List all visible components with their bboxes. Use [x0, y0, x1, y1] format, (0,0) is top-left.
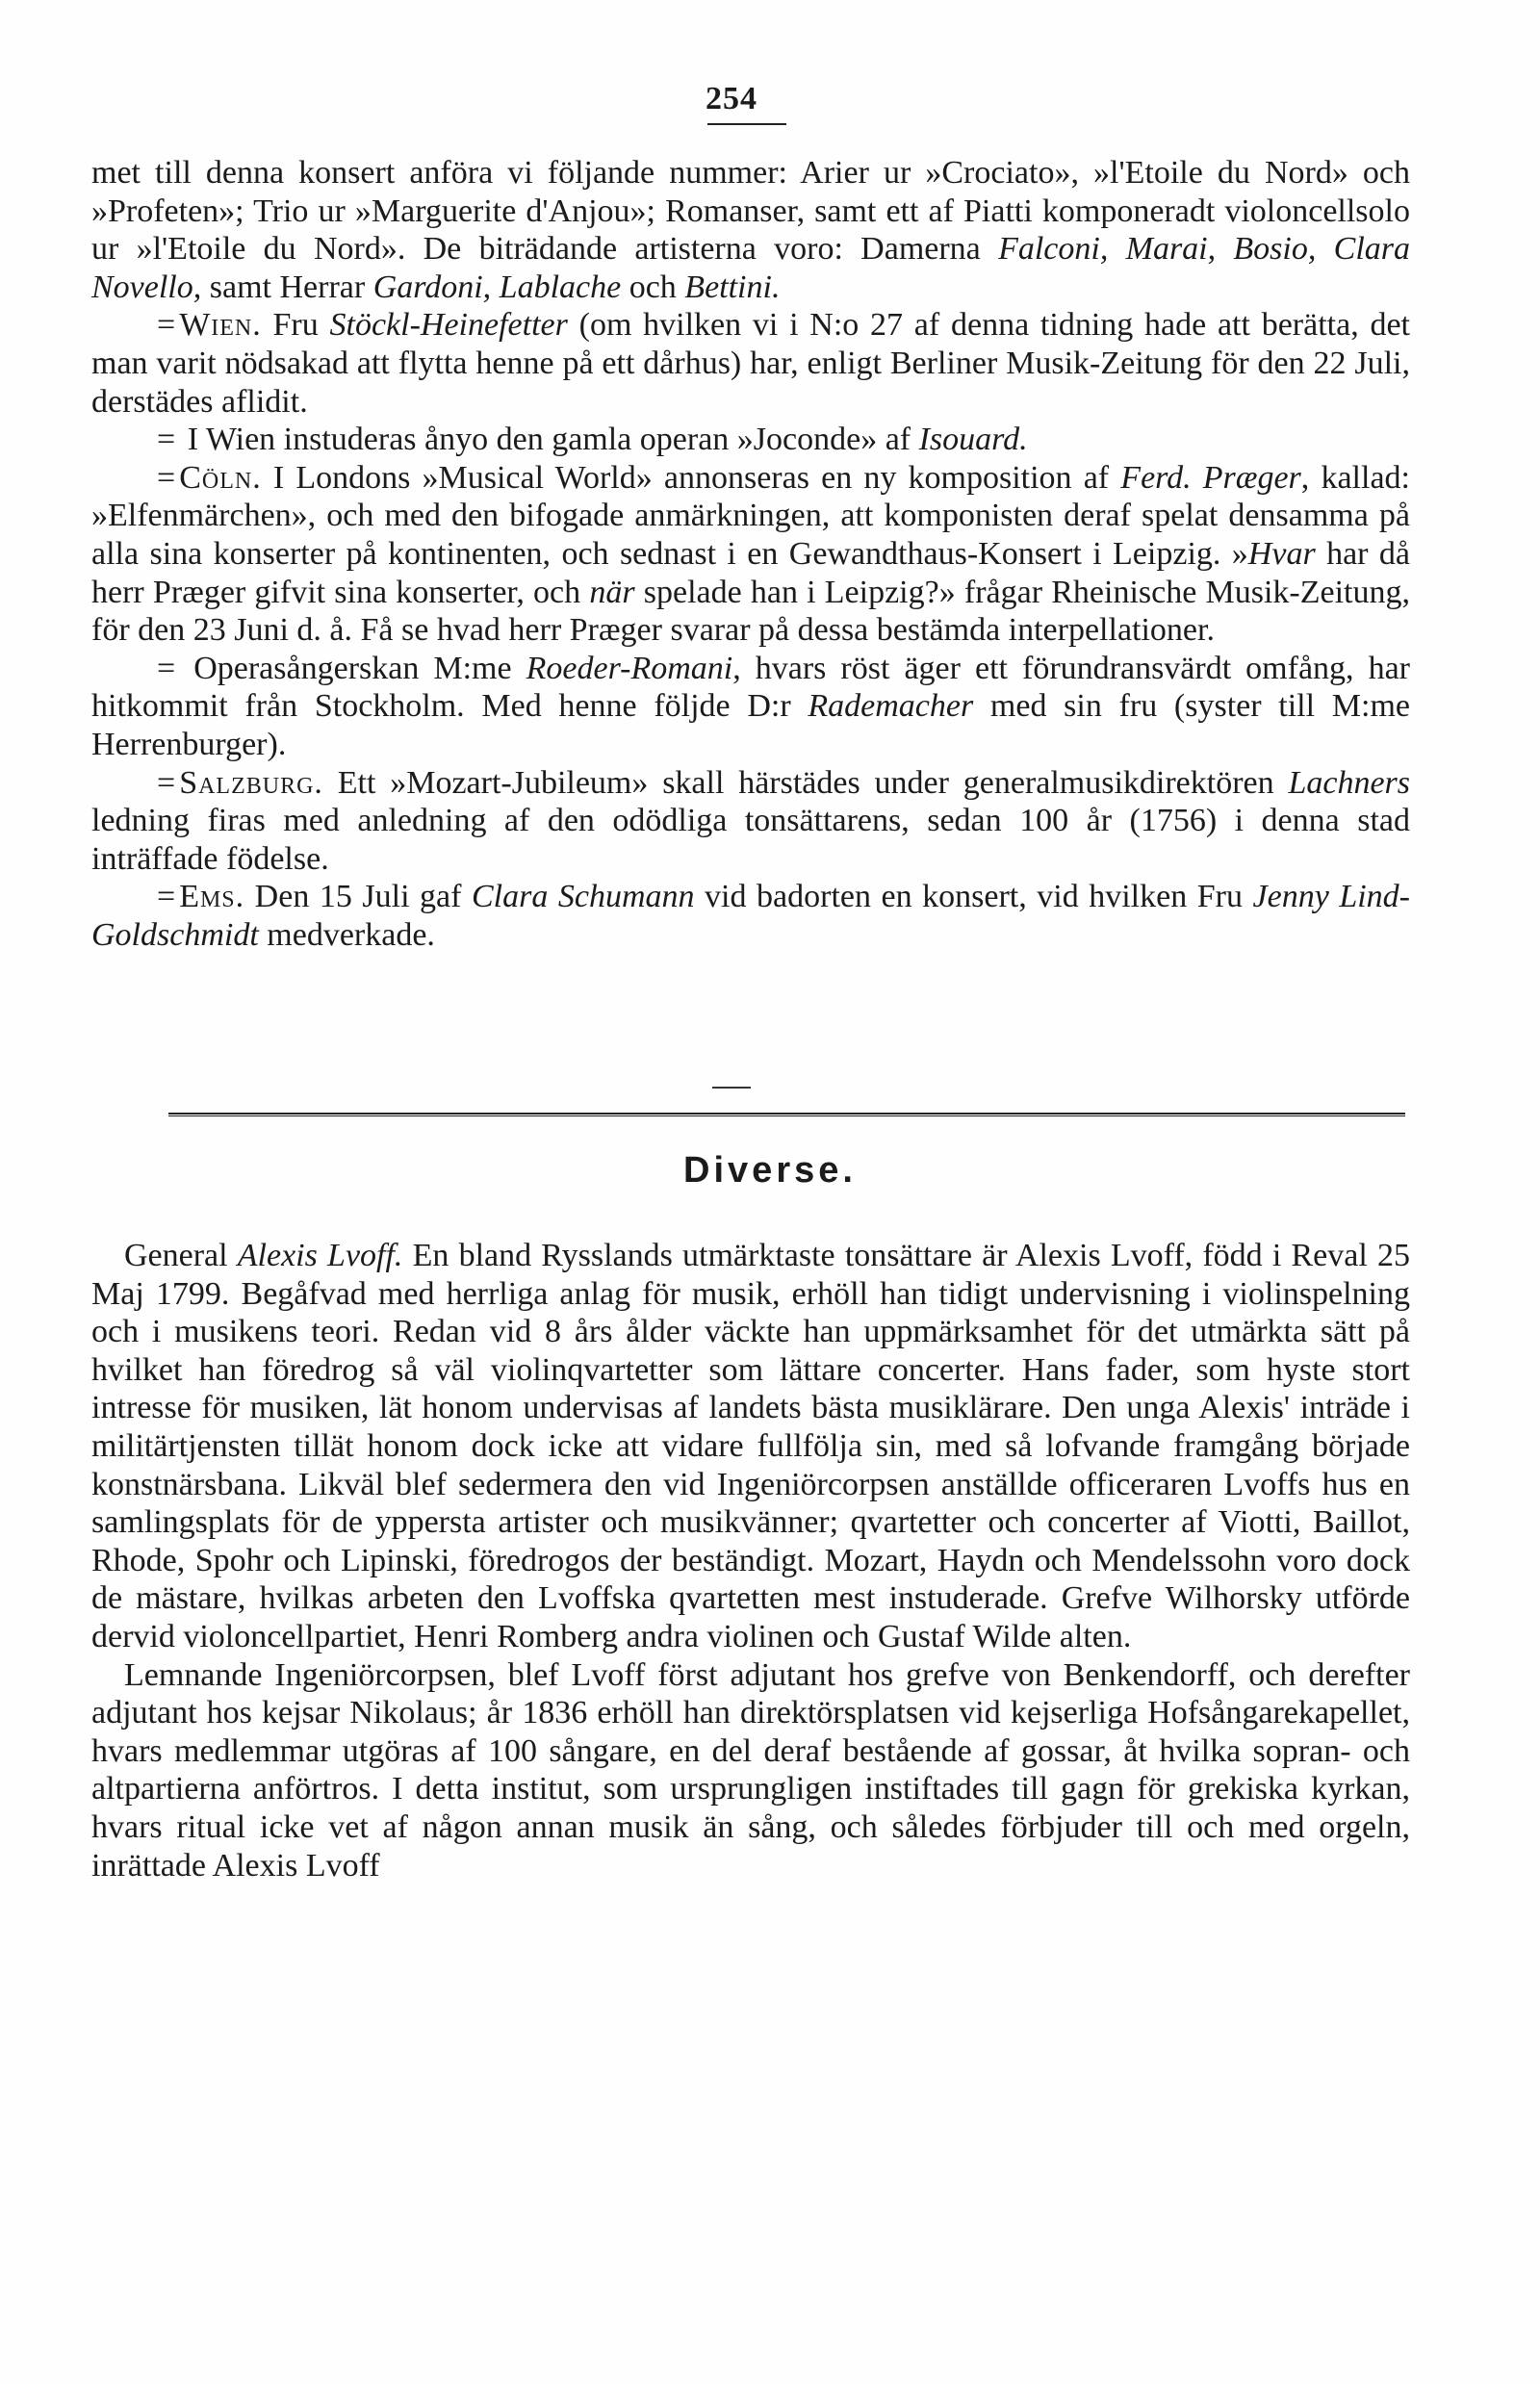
- diverse-paragraph-lvoff-bio: [91, 1237, 1410, 1656]
- italic-name: Ferd. Præger: [1120, 459, 1301, 496]
- text-run: (om hvilken vi i N:o 27 af denna tidning hade att berätta, det man varit nödsakad att flytta henne på ett dårhus) har, enligt Berliner Musik-Zeitung för den 22 Juli, derstädes aflidit.: [91, 307, 1410, 420]
- italic-emphasis: när: [589, 574, 635, 610]
- text-run: I Londons »Musical World» annonseras en ny komposition af: [261, 459, 1121, 496]
- separator-mark: =: [157, 764, 174, 801]
- news-paragraph-operasangerska: [91, 650, 1410, 764]
- text-run: En bland Rysslands utmärktaste tonsättare är Alexis Lvoff, född i Reval 25 Maj 1799. Begåfvad med herrliga anlag för musik, erhöll han tidigt undervisning i violinspelning och i musikens teori. Redan vid 8 års ålder väckte han uppmärksamhet för det utmärkta sätt på hvilket han föredrog så väl violinqvartetter som lättare concerter. Hans fader, som hyste stort intresse för musiken, lät honom undervisas af landets bästa musiklärare. Den unga Alexis' inträde i militärtjensten tillät honom dock icke att vidare fullfölja sin, med så lofvande framgång började konstnärsbana. Likväl blef sedermera den vid Ingeniörcorpsen anställde officeraren Lvoffs hus en samlingsplats för de yppersta artister och musikvänner; qvartetter och concerter af Viotti, Baillot, Rhode, Spohr och Lipinski, föredrogos der beständigt. Mozart, Haydn och Mendelssohn voro dock de mästare, hvilkas arbeten den Lvoffska qvartetten mest instuderade. Grefve Wilhorsky utförde dervid violoncellpartiet, Henri Romberg andra violinen och Gustaf Wilde alten.: [91, 1238, 1410, 1654]
- text-run: ledning firas med anledning af den odödliga tonsättarens, sedan 100 år (1756) i denna stad inträffade födelse.: [91, 803, 1410, 877]
- page-number-underline: [707, 123, 786, 125]
- text-run: , hvars röst äger ett förundransvärdt omfång, har hitkommit från Stockholm. Med henne följde D:r: [91, 650, 1410, 725]
- news-paragraph-wien: [91, 306, 1410, 421]
- italic-emphasis: Hvar: [1247, 535, 1316, 572]
- italic-names: Falconi, Marai, Bosio, Clara Novello,: [91, 231, 1411, 305]
- page-number: 254: [706, 81, 757, 116]
- text-run: vid badorten en konsert, vid hvilken Fru: [694, 879, 1253, 915]
- section-divider: [168, 1113, 1405, 1116]
- end-of-news-rule: [712, 1087, 751, 1089]
- news-column: [91, 154, 1410, 954]
- text-run: har då herr Præger gifvit sina konserter, och: [91, 535, 1410, 610]
- separator-mark: =: [157, 650, 174, 686]
- news-paragraph-concert: [91, 154, 1410, 306]
- text-run: medverkade.: [258, 916, 435, 953]
- text-run: I Wien instuderas ånyo den gamla operan »Joconde» af: [179, 422, 919, 458]
- italic-name: Rademacher: [808, 688, 974, 725]
- separator-mark: =: [157, 879, 174, 915]
- separator-mark: =: [157, 459, 174, 496]
- italic-name: Lachners: [1288, 764, 1410, 801]
- italic-name: Alexis Lvoff.: [237, 1238, 403, 1273]
- text-run: , kallad: »Elfenmärchen», och med den bifogade anmärkningen, att komponisten deraf spelat densamma på alla sina konserter på kontinenten, och sednast i en Gewandthaus-Konsert i Leipzig. »: [91, 459, 1410, 572]
- news-paragraph-coln: [91, 459, 1410, 650]
- text-run: med sin fru (syster till M:me Herrenburger).: [91, 688, 1410, 762]
- italic-name: Isouard.: [918, 422, 1028, 458]
- news-paragraph-ems: [91, 878, 1410, 954]
- text-run: met till denna konsert anföra vi följande nummer: Arier ur »Crociato», »l'Etoile du Nord» och »Profeten»; Trio ur »Marguerite d'Anjou»; Romanser, samt ett af Piatti komponeradt violoncellsolo ur »l'Etoile du Nord». De biträdande artisterna voro: Damerna: [91, 155, 1410, 268]
- text-run: samt Herrar: [201, 269, 373, 305]
- italic-names: Gardoni, Lablache: [372, 269, 622, 305]
- text-run: Ett »Mozart-Jubileum» skall härstädes under generalmusikdirektören: [322, 764, 1289, 801]
- italic-name: Clara Schumann: [472, 879, 695, 915]
- diverse-paragraph-lvoff-career: Lemnande Ingeniörcorpsen, blef Lvoff först adjutant hos grefve von Benkendorff, och derefter adjutant hos kejsar Nikolaus; år 1836 erhöll han direktörsplatsen vid kejserliga Hofsångarekapellet, hvars medlemmar utgöras af 100 sångare, en del deraf bestående af gossar, åt hvilka sopran- och altpartierna anförtros. I detta institut, som ursprungligen instiftades till gagn för grekiska kyrkan, hvars ritual icke vet af någon annan musik än sång, och således förbjuder till och med orgeln, inrättade Alexis Lvoff: [91, 1656, 1410, 1884]
- place-name: Cöln.: [179, 459, 262, 496]
- italic-name: Jenny Lind-Goldschmidt: [91, 879, 1410, 953]
- separator-mark: =: [157, 422, 174, 458]
- news-paragraph-wien-opera: [91, 421, 1410, 459]
- text-run: General: [124, 1238, 238, 1273]
- italic-names: Bettini.: [684, 269, 781, 305]
- place-name: Ems.: [179, 879, 245, 915]
- section-heading-diverse: Diverse.: [683, 1150, 857, 1191]
- diverse-column: [91, 1237, 1410, 1884]
- news-paragraph-salzburg: [91, 764, 1410, 879]
- text-run: Den 15 Juli gaf: [244, 879, 472, 915]
- text-run: och: [621, 269, 685, 305]
- text-run: Fru: [261, 307, 330, 344]
- text-run: Operasångerskan M:me: [179, 650, 526, 686]
- text-run: spelade han i Leipzig?» frågar Rheinische Musik-Zeitung, för den 23 Juni d. å. Få se hvad herr Præger svarar på dessa bestämda interpellationer.: [91, 574, 1410, 649]
- separator-mark: =: [157, 307, 174, 344]
- place-name: Wien.: [179, 307, 262, 344]
- place-name: Salzburg.: [179, 764, 323, 801]
- italic-name: Stöckl-Heinefetter: [329, 307, 568, 344]
- italic-name: Roeder-Romani: [526, 650, 733, 686]
